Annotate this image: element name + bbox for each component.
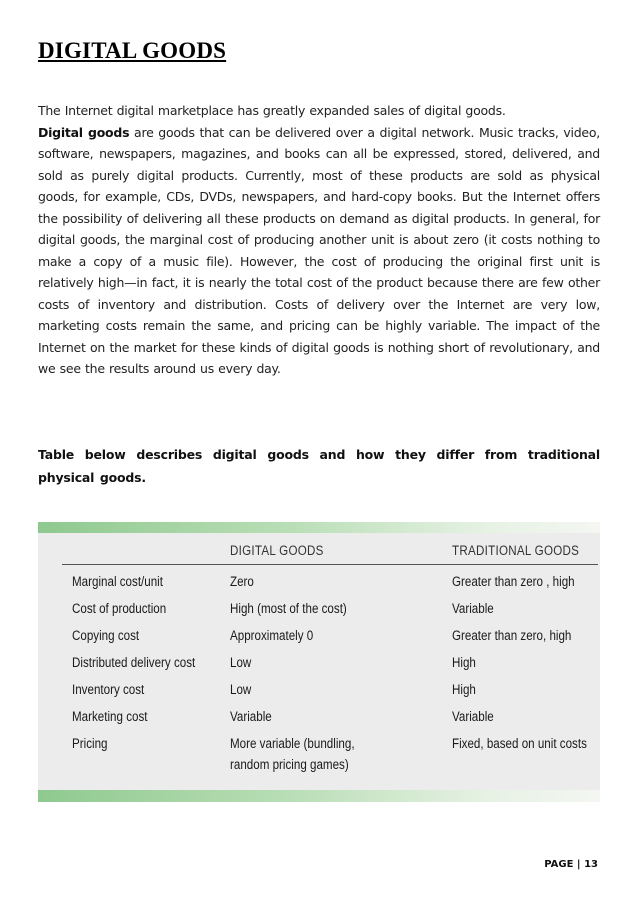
page-number: PAGE | 13: [544, 859, 598, 870]
row-digital-value: More variable (bundling,: [230, 736, 355, 751]
table-bottom-bar: [38, 790, 600, 802]
row-digital-value: Low: [230, 655, 252, 670]
table-top-bar: [38, 522, 600, 533]
row-digital-value: Low: [230, 682, 252, 697]
row-label: Copying cost: [72, 628, 140, 643]
row-digital-value: Approximately 0: [230, 628, 314, 643]
row-label: Distributed delivery cost: [72, 655, 196, 670]
row-label: Marginal cost/unit: [72, 574, 163, 589]
paragraph-intro: The Internet digital marketplace has greatly expanded sales of digital goods.: [38, 103, 506, 118]
header-traditional-goods: TRADITIONAL GOODS: [452, 543, 580, 558]
header-divider: [62, 564, 598, 565]
header-digital-goods: DIGITAL GOODS: [230, 543, 324, 558]
row-digital-value: Zero: [230, 574, 254, 589]
row-digital-value-continued: random pricing games): [230, 757, 349, 772]
row-digital-value: High (most of the cost): [230, 601, 347, 616]
row-traditional-value: High: [452, 655, 476, 670]
paragraph-body: are goods that can be delivered over a digital network. Music tracks, video, software, newspapers, magazines, and books can all be expressed, stored, delivered, and sold as purely digital products. Currently, most of these products are sold as physical goods, for example, CDs, DVDs, newspapers, and hard-copy books. But the Internet offers the possibility of delivering all these products on demand as digital products. In general, for digital goods, the marginal cost of producing another unit is about zero (it costs nothing to make a copy of a music file). However, the cost of producing the original first unit is relatively high—in fact, it is nearly the total cost of the product because there are few other costs of inventory and distribution. Costs of delivery over the Internet are very low, marketing costs remain the same, and pricing can be highly variable. The impact of the Internet on the market for these kinds of digital goods is nothing short of revolutionary, and we see the results around us every day.: [38, 124, 600, 376]
row-traditional-value: Fixed, based on unit costs: [452, 736, 587, 751]
page-title: DIGITAL GOODS: [38, 38, 227, 63]
table-intro-text: Table below describes digital goods and how they differ from traditional physical goods.: [38, 447, 600, 485]
row-label: Cost of production: [72, 601, 167, 616]
row-traditional-value: Variable: [452, 709, 494, 724]
row-traditional-value: Greater than zero, high: [452, 628, 572, 643]
row-label: Marketing cost: [72, 709, 148, 724]
comparison-table: [38, 522, 600, 802]
row-label: Inventory cost: [72, 682, 145, 697]
paragraph-term: Digital goods: [38, 124, 130, 140]
row-label: Pricing: [72, 736, 108, 751]
body-paragraph: [38, 100, 600, 380]
row-digital-value: Variable: [230, 709, 272, 724]
row-traditional-value: Greater than zero , high: [452, 574, 575, 589]
row-traditional-value: Variable: [452, 601, 494, 616]
row-traditional-value: High: [452, 682, 476, 697]
